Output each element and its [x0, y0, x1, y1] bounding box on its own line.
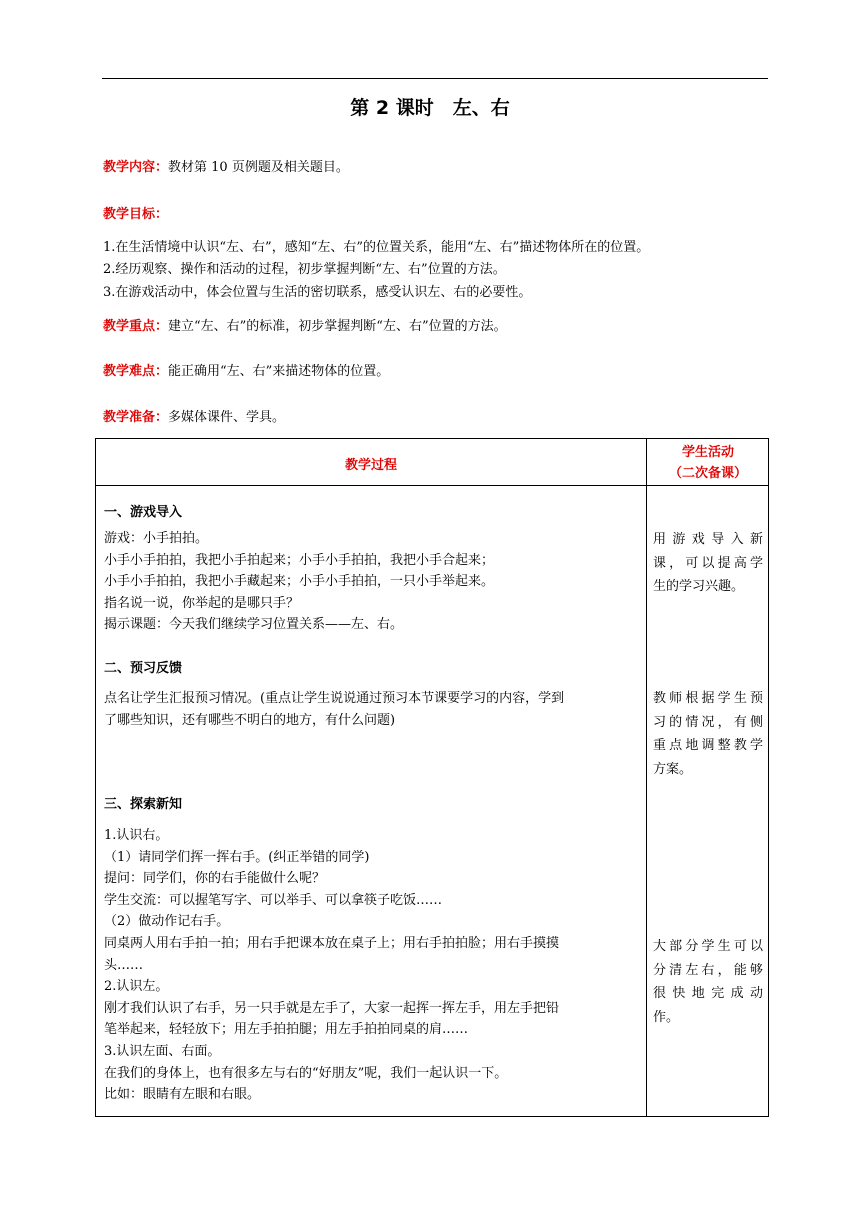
- difficulties-label: 教学难点：: [103, 364, 169, 379]
- header-rule: [102, 78, 768, 79]
- table-header-process: 教学过程: [344, 458, 397, 473]
- section-3-line: 学生交流：可以握笔写字、可以举手、可以拿筷子吃饭……: [104, 892, 443, 908]
- section-1-line: 游戏：小手拍拍。: [104, 531, 209, 546]
- section-heading-2: 二、预习反馈: [104, 661, 183, 676]
- side-note-3-line: 大部分学生可以: [653, 939, 763, 954]
- key-points-label: 教学重点：: [103, 319, 169, 334]
- header-divider: [96, 485, 768, 486]
- section-1-line: 小手小手拍拍，我把小手藏起来；小手小手拍拍，一只小手举起来。: [104, 574, 495, 590]
- section-body-2: [104, 688, 640, 731]
- preparation-line: [103, 408, 285, 428]
- section-3-line: 笔举起来，轻轻放下；用左手拍拍腿；用左手拍拍同桌的肩……: [104, 1022, 469, 1038]
- side-note-2-line: 教师根据学生预: [653, 691, 763, 706]
- side-note-2: [653, 687, 763, 781]
- side-note-2-line: 方案。: [653, 761, 693, 777]
- preparation-label: 教学准备：: [103, 410, 169, 425]
- teaching-content-line: [103, 158, 349, 178]
- goal-item-2: 2.经历观察、操作和活动的过程，初步掌握判断“左、右”位置的方法。: [103, 262, 506, 277]
- teaching-content-label: 教学内容：: [103, 160, 169, 175]
- section-1-line: 指名说一说，你举起的是哪只手？: [104, 595, 300, 611]
- header-side-line-2: （二次备课）: [668, 466, 747, 481]
- teaching-goals-label: 教学目标：: [103, 207, 169, 222]
- section-3-line: （2）做动作记右手。: [104, 914, 230, 930]
- section-body-3: [104, 825, 640, 1106]
- section-3-line: 提问：同学们，你的右手能做什么呢？: [104, 871, 326, 887]
- column-divider: [646, 439, 647, 1116]
- section-3-line: （1）请同学们挥一挥右手。(纠正举错的同学): [104, 849, 370, 865]
- section-heading-1: 一、游戏导入: [104, 505, 183, 520]
- side-note-3-line: 很快地完成动: [653, 986, 763, 1001]
- section-3-line: 3.认识左面、右面。: [104, 1043, 221, 1059]
- section-1-line: 小手小手拍拍，我把小手拍起来；小手小手拍拍，我把小手合起来；: [104, 552, 495, 568]
- side-note-2-line: 重点地调整教学: [653, 738, 763, 753]
- difficulties-line: [103, 362, 389, 382]
- goal-item-1: 1.在生活情境中认识“左、右”，感知“左、右”的位置关系，能用“左、右”描述物体所在的位置。: [103, 240, 650, 255]
- side-note-1-line: 用游戏导入新: [653, 532, 763, 547]
- section-body-1: [104, 528, 640, 636]
- teaching-content-text: 教材第 10 页例题及相关题目。: [168, 160, 349, 175]
- section-heading-3: 三、探索新知: [104, 797, 183, 812]
- section-3-line: 头……: [104, 957, 144, 973]
- section-3-line: 2.认识左。: [104, 979, 169, 995]
- side-note-3: [653, 935, 763, 1029]
- side-note-2-line: 习的情况，有侧: [653, 714, 763, 730]
- key-points-line: [103, 317, 507, 337]
- difficulties-text: 能正确用“左、右”来描述物体的位置。: [168, 364, 390, 379]
- lesson-process-table: [95, 438, 769, 1117]
- side-note-1-line: 课，可以提高学: [653, 555, 763, 571]
- teaching-goals-heading: [103, 205, 168, 225]
- section-3-line: 1.认识右。: [104, 828, 169, 843]
- table-header-student-activity: [647, 442, 769, 484]
- key-points-text: 建立“左、右”的标准，初步掌握判断“左、右”位置的方法。: [168, 319, 507, 334]
- side-note-3-line: 分清左右，能够: [653, 962, 763, 978]
- section-3-line: 比如：眼睛有左眼和右眼。: [104, 1087, 261, 1103]
- section-2-line: 了哪些知识，还有哪些不明白的地方，有什么问题): [104, 712, 396, 728]
- side-note-3-line: 作。: [653, 1009, 680, 1025]
- goal-item-3: 3.在游戏活动中，体会位置与生活的密切联系，感受认识左、右的必要性。: [103, 285, 532, 300]
- section-3-line: 刚才我们认识了右手，另一只手就是左手了，大家一起挥一挥左手，用左手把铅: [104, 1000, 560, 1016]
- preparation-text: 多媒体课件、学具。: [168, 410, 286, 425]
- section-3-line: 同桌两人用右手拍一拍；用右手把课本放在桌子上；用右手拍拍脸；用右手摸摸: [104, 935, 560, 951]
- side-note-1: [653, 528, 763, 599]
- section-3-line: 在我们的身体上，也有很多左与右的“好朋友”呢，我们一起认识一下。: [104, 1065, 508, 1081]
- section-1-line: 揭示课题：今天我们继续学习位置关系——左、右。: [104, 617, 404, 633]
- section-2-line: 点名让学生汇报预习情况。(重点让学生说说通过预习本节课要学习的内容，学到: [104, 691, 565, 706]
- header-side-line-1: 学生活动: [681, 445, 734, 460]
- side-note-1-line: 生的学习兴趣。: [653, 579, 745, 594]
- page-title: 第 2 课时 左、右: [350, 97, 510, 119]
